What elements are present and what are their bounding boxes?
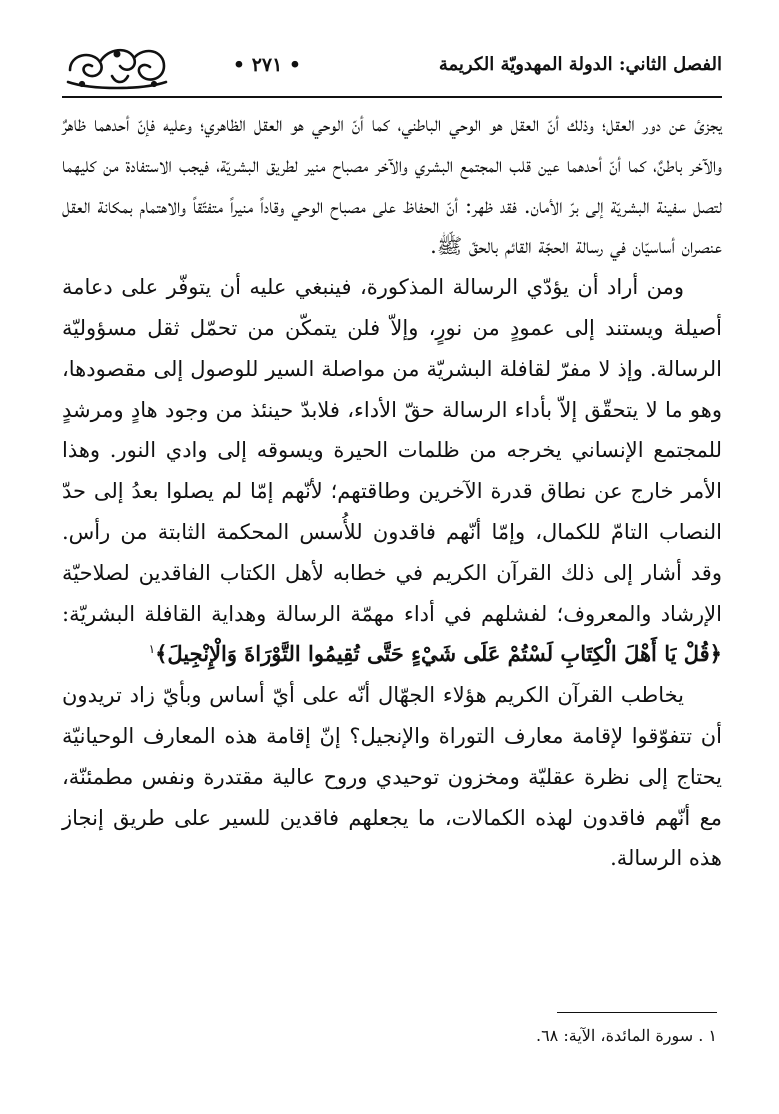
paragraph	[62, 675, 722, 879]
page-number: • ٢٧١ •	[232, 54, 302, 76]
footnote-divider	[557, 1012, 717, 1013]
paragraph	[62, 267, 722, 675]
running-title: الفصل الثاني: الدولة المهدويّة الكريمة	[438, 54, 722, 75]
page-header	[62, 40, 722, 94]
quran-verse: ﴿قُلْ يَا أَهْلَ الْكِتَابِ لَسْتُمْ عَلَى شَيْءٍ حَتَّى تُقِيمُوا التَّوْرَاةَ وَالْإِنْجِيلَ﴾	[155, 641, 722, 667]
header-divider	[62, 96, 722, 98]
footnote: ١ . سورة المائدة، الآية: ٦٨.	[535, 1026, 717, 1045]
footnote-reference[interactable]: ١	[148, 642, 156, 657]
paragraph	[62, 104, 722, 267]
arabesque-ornament-icon	[62, 40, 172, 92]
paragraph-text: ومن أراد أن يؤدّي الرسالة المذكورة، فينبغي عليه أن يتوفّر على دعامة أصيلة ويستند إلى عمودٍ من نورٍ، وإلاّ فلن يتمكّن من تحمّل ثقل مسؤوليّة الرسالة. وإذ لا مفرّ لقافلة البشريّة من مواصلة السير للوصول إلى مقصودها، وهو ما لا يتحقّق إلاّ بأداء الرسالة حقّ الأداء، فلابدّ حينئذ من وجود هادٍ ومرشدٍ للمجتمع الإنساني يخرجه من ظلمات الحيرة ويسوقه إلى وادي النور. وهذا الأمر خارج عن نطاق قدرة الآخرين وطاقتهم؛ لأنّهم إمّا لم يصلوا بعدُ إلى حدّ النصاب التامّ للكمال، وإمّا أنّهم فاقدون للأُسس المحكمة الثابتة من رأس. وقد أشار إلى ذلك القرآن الكريم في خطابه لأهل الكتاب الفاقدين لصلاحيّة الإرشاد والمعروف؛ لفشلهم في أداء مهمّة الرسالة وهداية القافلة البشريّة:	[62, 275, 722, 626]
paragraph-text: يخاطب القرآن الكريم هؤلاء الجهّال أنّه على أيّ أساس وبأيّ زاد تريدون أن تتفوّقوا لإقامة معارف التوراة والإنجيل؟ إنّ إقامة هذه المعارف الوحيانيّة يحتاج إلى نظرة عقليّة ومخزون توحيدي وروح عالية مقتدرة ونفس مطمئنّة، مع أنّهم فاقدون لهذه الكمالات، ما يجعلهم فاقدين للسير على طريق إنجاز هذه الرسالة.	[62, 683, 722, 871]
main-text	[62, 104, 722, 879]
paragraph-text: يجزئ عن دور العقل؛ وذلك أنّ العقل هو الوحي الباطني، كما أنّ الوحي هو العقل الظاهري؛ وعليه فإنّ أحدهما ظاهرٌ والآخر باطنٌ، كما أنّ أحدهما عين قلب المجتمع البشري والآخر مصباح منير لطريق البشريّة، فيجب الاستفادة من كليهما لتصل سفينة البشريّة إلى برّ الأمان. فقد ظهر: أنّ الحفاظ على مصباح الوحي وقاداً منيراً متفتّقاً والاهتمام بمكانة العقل عنصران أساسيّان في رسالة الحجّة القائم بالحقّ ﷺ.	[62, 112, 722, 259]
